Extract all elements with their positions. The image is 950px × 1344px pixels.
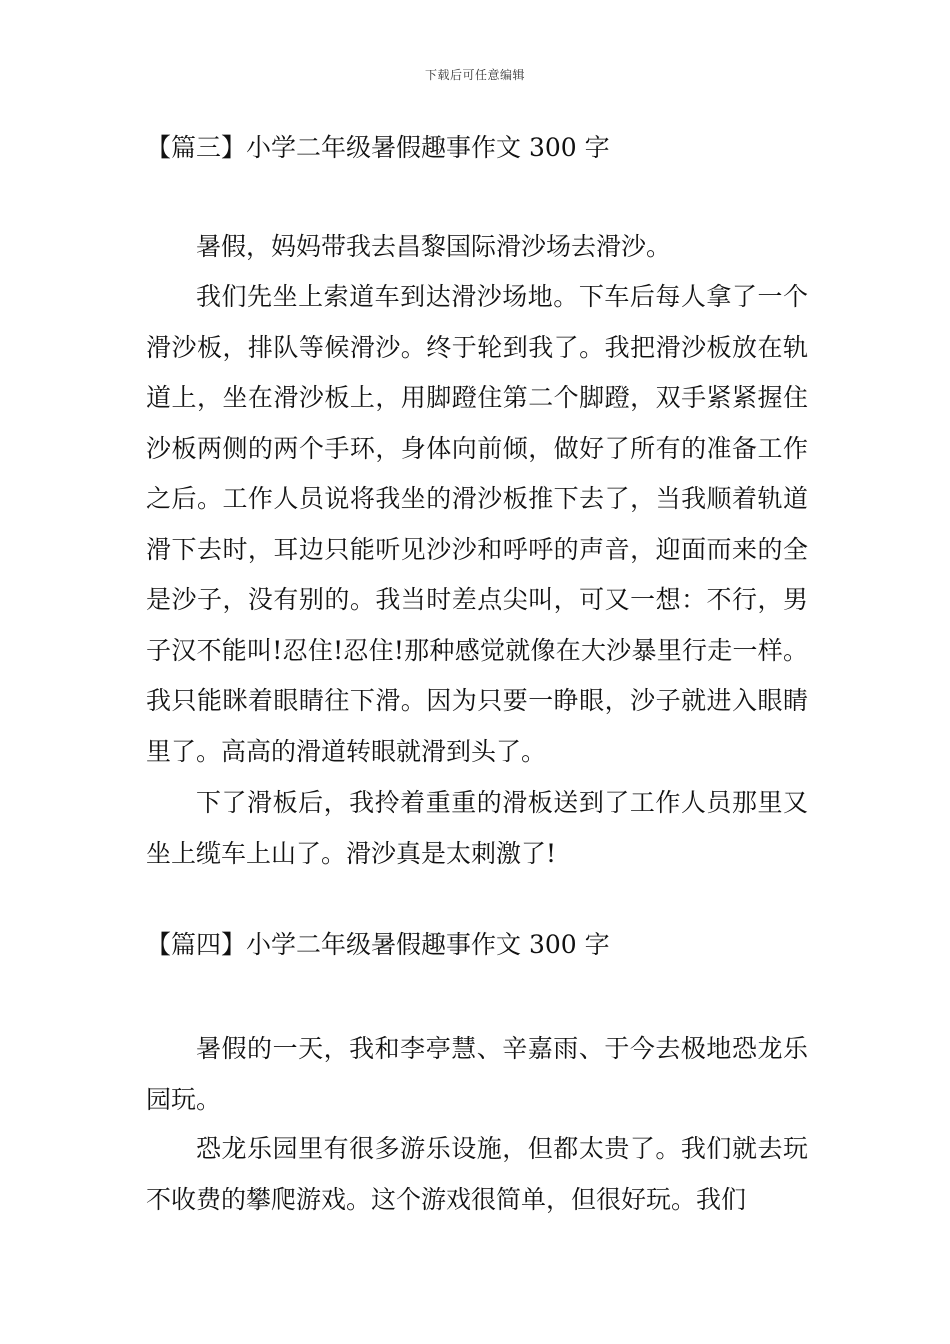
section-title-4: 【篇四】小学二年级暑假趣事作文 300 字: [146, 930, 610, 959]
paragraph: 下了滑板后，我拎着重重的滑板送到了工作人员那里又坐上缆车上山了。滑沙真是太刺激了!: [146, 788, 808, 868]
paragraph: 暑假的一天，我和李亭慧、辛嘉雨、于今去极地恐龙乐园玩。: [146, 1034, 808, 1114]
paragraph: 暑假，妈妈带我去昌黎国际滑沙场去滑沙。: [196, 232, 672, 261]
paragraph: 恐龙乐园里有很多游乐设施，但都太贵了。我们就去玩不收费的攀爬游戏。这个游戏很简单，但很好玩。我们: [146, 1134, 808, 1214]
section-title-3: 【篇三】小学二年级暑假趣事作文 300 字: [146, 133, 610, 162]
paragraph: 我们先坐上索道车到达滑沙场地。下车后每人拿了一个滑沙板，排队等候滑沙。终于轮到我了。我把滑沙板放在轨道上，坐在滑沙板上，用脚蹬住第二个脚蹬，双手紧紧握住沙板两侧的两个手环，身体向前倾，做好了所有的准备工作之后。工作人员说将我坐的滑沙板推下去了，当我顺着轨道滑下去时，耳边只能听见沙沙和呼呼的声音，迎面而来的全是沙子，没有别的。我当时差点尖叫，可又一想：不行，男子汉不能叫!忍住!忍住!那种感觉就像在大沙暴里行走一样。我只能眯着眼睛往下滑。因为只要一睁眼，沙子就进入眼睛里了。高高的滑道转眼就滑到头了。: [146, 282, 808, 766]
header-note: 下载后可任意编辑: [424, 68, 525, 82]
